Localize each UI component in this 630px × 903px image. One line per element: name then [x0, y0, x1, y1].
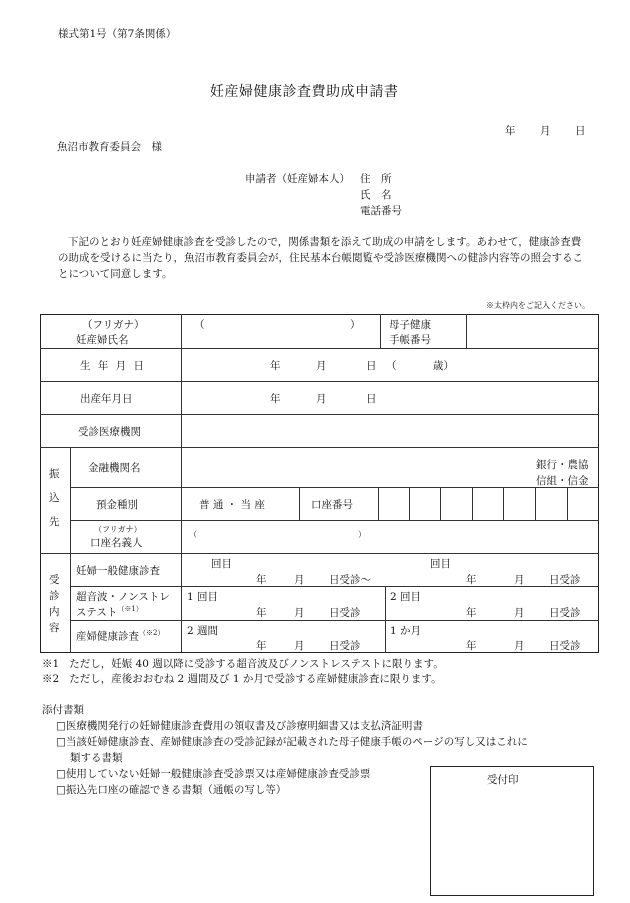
attachment-item-2: □当該妊婦健康診査、産婦健康診査の受診記録が記載された母子健康手帳のページの写し又はこれに	[56, 736, 528, 748]
birth-label: 生 年 月 日	[80, 360, 147, 372]
address-label: 住 所	[360, 173, 392, 185]
jushin-char-1: 受	[49, 574, 60, 586]
jushin-char-4: 容	[49, 622, 60, 634]
ultrasound-second: 2 回目	[390, 591, 422, 603]
postpartum-two-weeks: 2 週間	[187, 625, 219, 637]
exam-general-year-1: 年	[256, 574, 267, 586]
holder-furigana: （フリガナ）	[94, 525, 142, 534]
age-close: 歳）	[433, 360, 454, 372]
phone-label: 電話番号	[360, 205, 402, 217]
holder-label: 口座名義人	[90, 537, 143, 549]
postpartum-month-1: 月	[294, 640, 305, 652]
ultrasound-month-1: 月	[294, 607, 305, 619]
footnote-1: ※1 ただし，妊娠 40 週以降に受診する超音波及びノンストレステストに限ります。	[42, 658, 444, 670]
jushin-char-2: 診	[49, 590, 60, 602]
postpartum-month-2: 月	[514, 640, 525, 652]
attachment-item-4: □振込先口座の確認できる書類（通帳の写し等）	[56, 784, 287, 796]
birth-month: 月	[316, 360, 327, 372]
exam-general-times-2: 回目	[430, 558, 451, 570]
fill-note: ※太枠内をご記入ください。	[486, 301, 590, 310]
paren-close: ）	[350, 319, 361, 331]
date-year: 年	[505, 125, 516, 137]
footnote-2: ※2 ただし，産後おおむね 2 週間及び 1 か月で受診する産婦健康診査に限ります。	[42, 673, 442, 685]
attachment-item-1: □医療機関発行の妊婦健康診査費用の領収書及び診療明細書又は支払済証明書	[56, 720, 423, 732]
delivery-year: 年	[270, 393, 281, 405]
exam-general-month-2: 月	[514, 574, 525, 586]
furikomi-char-3: 先	[49, 516, 60, 528]
name-field-label: 妊産婦氏名	[76, 334, 129, 346]
ultrasound-suffix-1: 日受診	[329, 607, 361, 619]
exam-general-times-1: 回目	[211, 558, 232, 570]
stamp-label: 受付印	[487, 774, 519, 786]
bank-types-1: 銀行・農協	[536, 459, 589, 471]
postpartum-year-1: 年	[256, 640, 267, 652]
ultrasound-month-2: 月	[514, 607, 525, 619]
deposit-label: 預金種別	[96, 499, 138, 511]
ultrasound-suffix-2: 日受診	[549, 607, 581, 619]
exam-general-year-2: 年	[466, 574, 477, 586]
form-number: 様式第1号（第7条関係）	[58, 28, 177, 40]
ultrasound-label-2: ステスト$^{(※1)}$	[76, 605, 143, 619]
note1-mark: （※1）	[117, 605, 143, 613]
furigana-label: （フリガナ）	[82, 319, 145, 331]
recipient: 魚沼市教育委員会 様	[57, 141, 162, 153]
exam-general-from: 日受診～	[329, 574, 371, 586]
page-title: 妊産婦健康診査費助成申請書	[210, 84, 399, 100]
ultrasound-first: 1 回目	[187, 591, 219, 603]
jushin-char-3: 内	[49, 606, 60, 618]
boshi-label-1: 母子健康	[389, 319, 431, 331]
ultrasound-label-1: 超音波・ノンストレ	[76, 591, 170, 603]
exam-general-month-1: 月	[294, 574, 305, 586]
holder-paren-open: （	[189, 530, 197, 539]
birth-day: 日	[366, 360, 377, 372]
delivery-month: 月	[316, 393, 327, 405]
bank-types-2: 信組・信金	[536, 475, 589, 487]
applicant-label: 申請者（妊産婦本人）	[245, 173, 350, 185]
furikomi-char-2: 込	[49, 492, 60, 504]
exam-general-to: 日受診	[549, 574, 581, 586]
delivery-day: 日	[366, 393, 377, 405]
attachments-heading: 添付書類	[42, 704, 84, 716]
bank-label: 金融機関名	[88, 462, 141, 474]
postpartum-year-2: 年	[466, 640, 477, 652]
paren-open: （	[194, 319, 205, 331]
birth-year: 年	[270, 360, 281, 372]
postpartum-suffix-1: 日受診	[329, 640, 361, 652]
furikomi-char-1: 振	[49, 468, 60, 480]
holder-paren-close: ）	[358, 530, 366, 539]
postpartum-one-month: 1 か月	[390, 625, 422, 637]
intro-paragraph: 下記のとおり妊産婦健康診査を受診したので，関係書類を添えて助成の申請をします。あわせて，健康診査費の助成を受けるに当たり，魚沼市教育委員会が，住民基本台帳閲覧や受診医療機関への健診内容等の照会することについて同意します。	[58, 236, 583, 280]
clinic-label: 受診医療機関	[78, 426, 141, 438]
note2-mark: （※2）	[139, 629, 165, 637]
date-day: 日	[575, 125, 586, 137]
deposit-options: 普 通 ・ 当 座	[199, 499, 265, 511]
exam-general-label: 妊婦一般健康診査	[76, 565, 160, 577]
age-open: （	[386, 360, 397, 372]
account-no-label: 口座番号	[311, 499, 353, 511]
date-month: 月	[540, 125, 551, 137]
postpartum-label: 産婦健康診査$^{(※2)}$	[76, 629, 165, 643]
name-label: 氏 名	[360, 189, 392, 201]
attachment-item-2-cont: 類する書類	[70, 752, 123, 764]
attachment-item-3: □使用していない妊婦一般健康診査受診票又は産婦健康診査受診票	[56, 768, 371, 780]
boshi-label-2: 手帳番号	[389, 334, 431, 346]
delivery-label: 出産年月日	[80, 393, 133, 405]
ultrasound-year-2: 年	[466, 607, 477, 619]
ultrasound-year-1: 年	[256, 607, 267, 619]
postpartum-suffix-2: 日受診	[549, 640, 581, 652]
